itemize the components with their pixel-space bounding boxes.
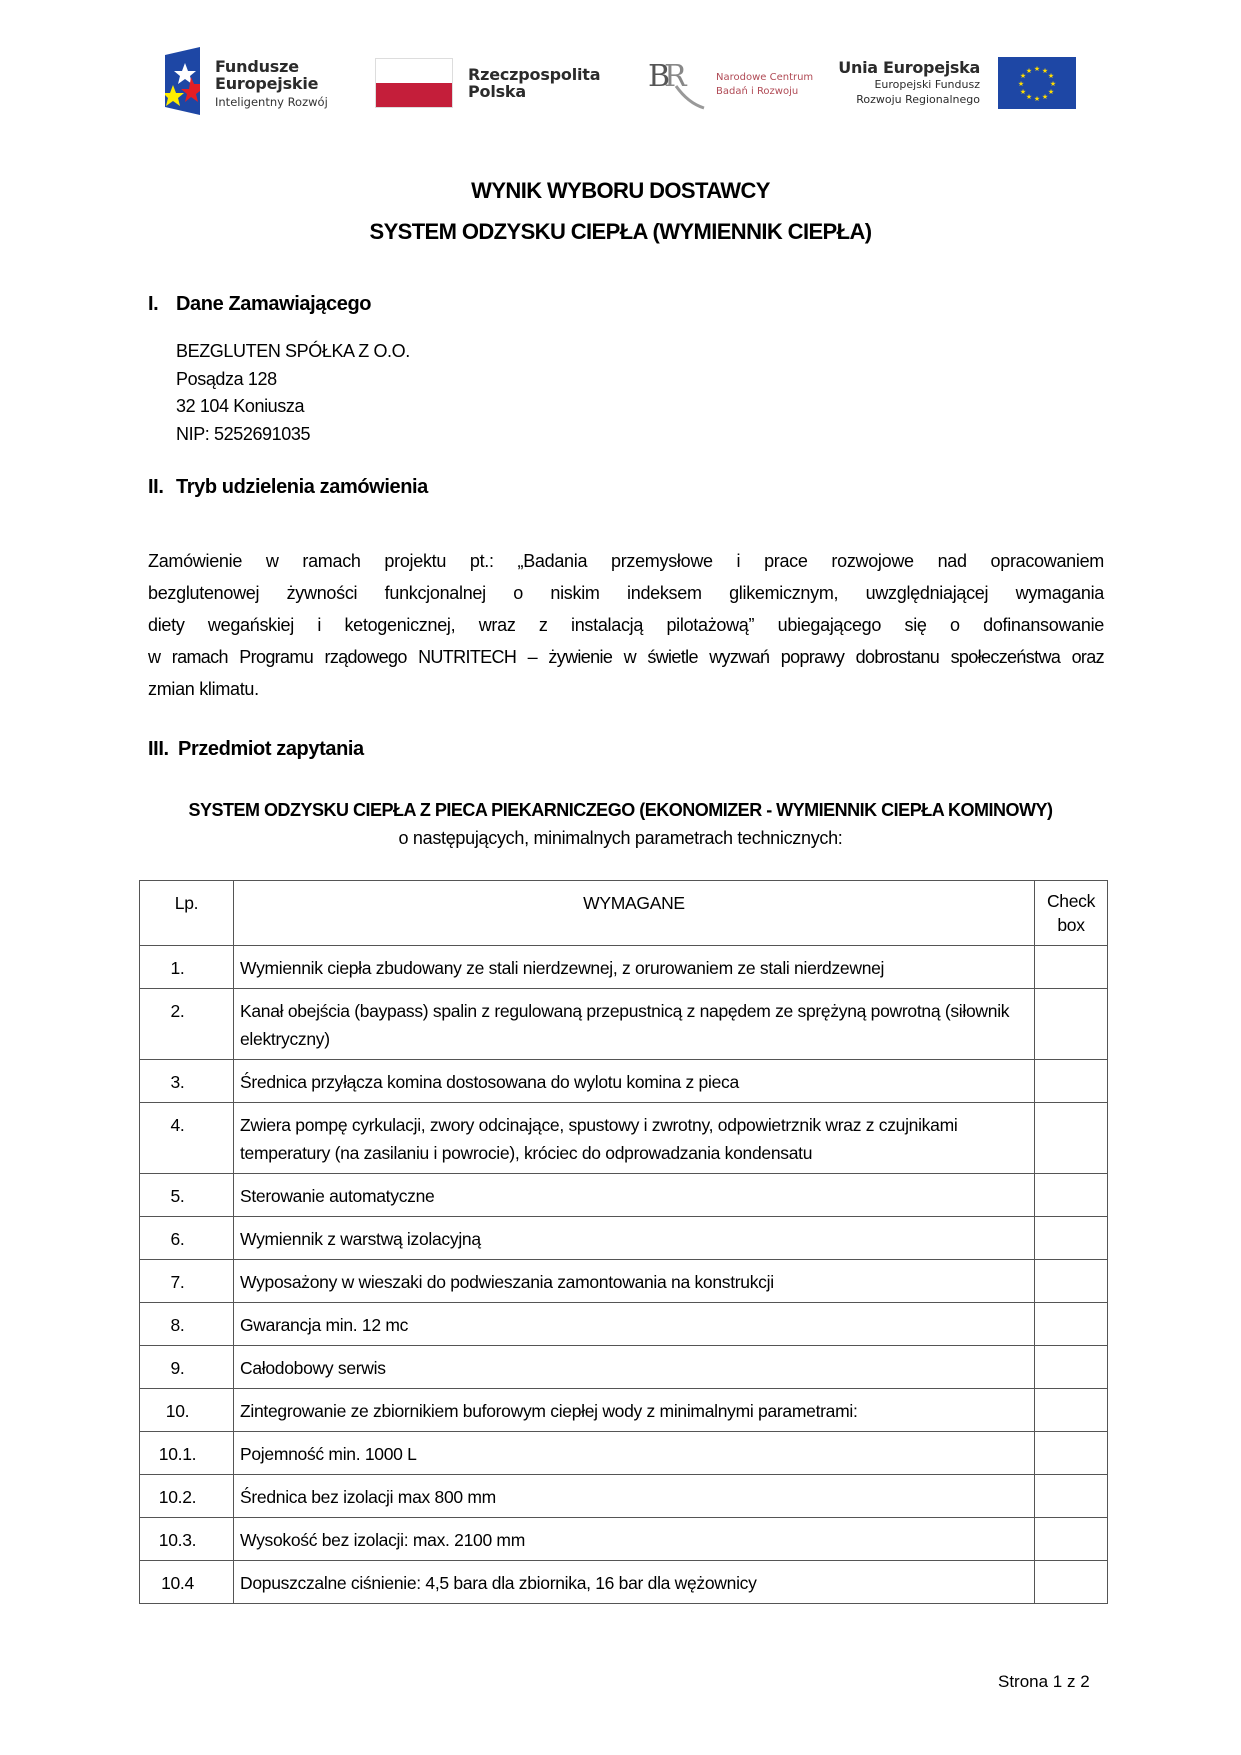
- table-row: 6. Wymiennik z warstwą izolacyjną: [140, 1217, 1108, 1260]
- checkbox-cell[interactable]: [1035, 989, 1108, 1060]
- checkbox-cell[interactable]: [1035, 1389, 1108, 1432]
- table-row: 10. Zintegrowanie ze zbiornikiem buforowym ciepłej wody z minimalnymi parametrami:: [140, 1389, 1108, 1432]
- subject-subtitle: o następujących, minimalnych parametrach technicznych:: [398, 828, 843, 848]
- svg-text:★: ★: [1041, 93, 1049, 101]
- customer-name: BEZGLUTEN SPÓŁKA Z O.O.: [176, 341, 410, 361]
- checkbox-cell[interactable]: [1035, 1475, 1108, 1518]
- customer-street: Posądza 128: [176, 368, 277, 389]
- table-row: 10.1. Pojemność min. 1000 L: [140, 1432, 1108, 1475]
- unia-europejska-text: Unia Europejska Europejski Fundusz Rozwoju Regionalnego: [838, 58, 980, 106]
- table-row: 7. Wyposażony w wieszaki do podwieszania zamontowania na konstrukcji: [140, 1260, 1108, 1303]
- fundusze-europejskie-text: Fundusze Europejskie Inteligentny Rozwój: [215, 57, 328, 109]
- eu-flag-icon: [998, 57, 1076, 109]
- page-number: Strona 1 z 2: [998, 1672, 1090, 1691]
- checkbox-cell[interactable]: [1035, 1561, 1108, 1604]
- checkbox-cell[interactable]: [1035, 1060, 1108, 1103]
- checkbox-cell[interactable]: [1035, 1518, 1108, 1561]
- table-row: 9. Całodobowy serwis: [140, 1346, 1108, 1389]
- svg-text:★: ★: [1033, 65, 1041, 73]
- checkbox-cell[interactable]: [1035, 946, 1108, 989]
- table-row: 2. Kanał obejścia (baypass) spalin z regulowaną przepustnicą z napędem ze sprężyną powrotną (siłownik elektryczny): [140, 989, 1108, 1060]
- fundusze-europejskie-logo-icon: [165, 47, 200, 115]
- checkbox-cell[interactable]: [1035, 1432, 1108, 1475]
- svg-text:★: ★: [1019, 72, 1027, 80]
- table-row: 4. Zwiera pompę cyrkulacji, zwory odcinające, spustowy i zwrotny, odpowietrznik wraz z czujnikami temperatury (na zasilaniu i powrocie), króciec do odprowadzania kondensatu: [140, 1103, 1108, 1174]
- table-row: 5. Sterowanie automatyczne: [140, 1174, 1108, 1217]
- checkbox-cell[interactable]: [1035, 1346, 1108, 1389]
- svg-text:★: ★: [1049, 80, 1057, 88]
- column-header-checkbox: Check box: [1035, 881, 1108, 946]
- svg-text:★: ★: [1033, 95, 1041, 103]
- column-header-requirement: WYMAGANE: [234, 881, 1035, 946]
- svg-text:★: ★: [1025, 67, 1033, 75]
- polish-flag-icon: [375, 58, 453, 108]
- checkbox-cell[interactable]: [1035, 1103, 1108, 1174]
- customer-nip: NIP: 5252691035: [176, 423, 311, 444]
- table-row: 1. Wymiennik ciepła zbudowany ze stali nierdzewnej, z orurowaniem ze stali nierdzewnej: [140, 946, 1108, 989]
- ncbr-text: Narodowe Centrum Badań i Rozwoju: [716, 72, 814, 97]
- section-heading-3: III. Przedmiot zapytania: [148, 738, 364, 760]
- svg-text:R: R: [664, 59, 687, 94]
- table-row: 10.4 Dopuszczalne ciśnienie: 4,5 bara dla zbiornika, 16 bar dla wężownicy: [140, 1561, 1108, 1604]
- svg-text:★: ★: [1017, 80, 1025, 88]
- rzeczpospolita-polska-text: Rzeczpospolita Polska: [468, 65, 601, 101]
- svg-text:★: ★: [1047, 88, 1055, 96]
- table-row: 10.2. Średnica bez izolacji max 800 mm: [140, 1475, 1108, 1518]
- checkbox-cell[interactable]: [1035, 1217, 1108, 1260]
- checkbox-cell[interactable]: [1035, 1303, 1108, 1346]
- requirements-table: [139, 880, 1108, 1604]
- checkbox-cell[interactable]: [1035, 1260, 1108, 1303]
- table-header-row: [140, 881, 1108, 946]
- svg-text:B: B: [648, 59, 671, 94]
- document-title: WYNIK WYBORU DOSTAWCY: [471, 178, 770, 203]
- checkbox-cell[interactable]: [1035, 1174, 1108, 1217]
- procurement-paragraph: Zamówienie w ramach projektu pt.: „Badania przemysłowe i prace rozwojowe nad opracowaniem bezglutenowej żywności funkcjonalnej o niskim indeksem glikemicznym, uwzględniającej wymagania diety wegańskiej i ketogenicznej, wraz z instalacją pilotażową” ubiegającego się o dofinansowanie w ramach Programu rządowego NUTRITECH – żywienie w świetle wyzwań poprawy dobrostanu społeczeństwa oraz zmian klimatu.: [148, 551, 1104, 699]
- ncbr-logo-icon: [648, 58, 708, 110]
- svg-text:★: ★: [1019, 88, 1027, 96]
- section-heading-2: II. Tryb udzielenia zamówienia: [148, 476, 428, 498]
- table-row: 8. Gwarancja min. 12 mc: [140, 1303, 1108, 1346]
- section-heading-1: I. Dane Zamawiającego: [148, 293, 372, 315]
- customer-city: 32 104 Koniusza: [176, 396, 305, 416]
- table-row: 3. Średnica przyłącza komina dostosowana do wylotu komina z pieca: [140, 1060, 1108, 1103]
- document-subtitle: SYSTEM ODZYSKU CIEPŁA (WYMIENNIK CIEPŁA): [369, 219, 872, 244]
- svg-text:★: ★: [1025, 93, 1033, 101]
- table-row: 10.3. Wysokość bez izolacji: max. 2100 mm: [140, 1518, 1108, 1561]
- column-header-lp: Lp.: [140, 881, 234, 946]
- subject-title: SYSTEM ODZYSKU CIEPŁA Z PIECA PIEKARNICZEGO (EKONOMIZER - WYMIENNIK CIEPŁA KOMINOWY): [188, 800, 1053, 820]
- customer-address: [176, 338, 410, 448]
- svg-text:★: ★: [1041, 67, 1049, 75]
- svg-text:★: ★: [1047, 72, 1055, 80]
